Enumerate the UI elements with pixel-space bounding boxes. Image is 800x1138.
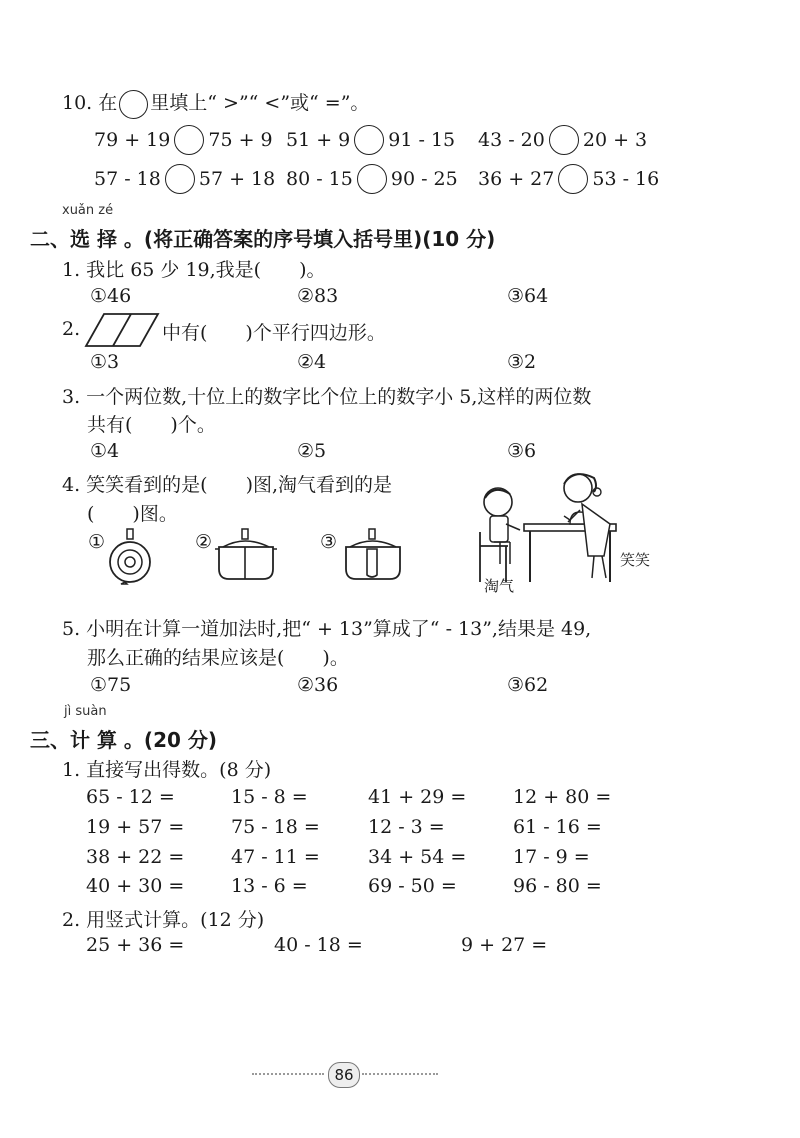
s2-q1-option-1[interactable]: ①46: [90, 285, 132, 307]
compare-circle[interactable]: [165, 164, 195, 194]
oral-calc-item: 15 - 8 =: [231, 786, 308, 808]
oral-calc-item: 41 + 29 =: [368, 786, 467, 808]
label-taoqi: 淘气: [484, 577, 515, 595]
page-number: 86: [328, 1062, 360, 1088]
compare-item: 79 + 19 75 + 9: [94, 125, 273, 155]
oral-calc-item: 69 - 50 =: [368, 875, 457, 897]
label-xiaoxiao: 笑笑: [620, 551, 651, 569]
s2-q2-suffix: 中有( )个平行四边形。: [162, 322, 386, 344]
oral-calc-item: 34 + 54 =: [368, 846, 467, 868]
oral-calc-item: 38 + 22 =: [86, 846, 185, 868]
s2-q1-option-3[interactable]: ③64: [507, 285, 549, 307]
oral-calc-item: 65 - 12 =: [86, 786, 175, 808]
s2-q5-option-2[interactable]: ②36: [297, 674, 339, 696]
s2-q3-option-3[interactable]: ③6: [507, 440, 537, 462]
compare-circle[interactable]: [549, 125, 579, 155]
s2-q3-line2: 共有( )个。: [87, 414, 216, 436]
s2-q5-line1: 5. 小明在计算一道加法时,把“ + 13”算成了“ - 13”,结果是 49,: [62, 618, 592, 640]
oral-calc-item: 75 - 18 =: [231, 816, 320, 838]
s2-q4-option-1[interactable]: ①: [88, 531, 106, 553]
compare-circle[interactable]: [357, 164, 387, 194]
compare-item: 80 - 15 90 - 25: [286, 164, 458, 194]
oral-calc-item: 96 - 80 =: [513, 875, 602, 897]
vertical-calc-item: 9 + 27 =: [461, 934, 548, 956]
compare-item: 51 + 9 91 - 15: [286, 125, 455, 155]
s2-q1-text: 1. 我比 65 少 19,我是( )。: [62, 259, 326, 281]
compare-circle[interactable]: [558, 164, 588, 194]
teapot-front-view-icon: [340, 527, 406, 583]
oral-calc-item: 12 - 3 =: [368, 816, 445, 838]
s2-q4-option-3[interactable]: ③: [320, 531, 338, 553]
s2-q2-option-1[interactable]: ①3: [90, 351, 120, 373]
s2-q2-option-2[interactable]: ②4: [297, 351, 327, 373]
s2-q4-line2: ( )图。: [87, 503, 178, 525]
s2-q5-option-1[interactable]: ①75: [90, 674, 132, 696]
teapot-side-view-icon: [213, 527, 279, 583]
s2-q5-line2: 那么正确的结果应该是( )。: [87, 647, 349, 669]
s2-q3-line1: 3. 一个两位数,十位上的数字比个位上的数字小 5,这样的两位数: [62, 386, 592, 408]
s2-q3-option-1[interactable]: ①4: [90, 440, 120, 462]
footer-dots-right: [362, 1073, 438, 1075]
compare-circle[interactable]: [354, 125, 384, 155]
oral-calc-item: 19 + 57 =: [86, 816, 185, 838]
s2-q4-line1: 4. 笑笑看到的是( )图,淘气看到的是: [62, 474, 393, 496]
oral-calc-item: 47 - 11 =: [231, 846, 320, 868]
compare-item: 43 - 20 20 + 3: [478, 125, 647, 155]
s2-q2-prefix: 2.: [62, 318, 81, 340]
teapot-top-view-icon: [105, 527, 157, 585]
vertical-calc-item: 25 + 36 =: [86, 934, 185, 956]
vertical-calc-item: 40 - 18 =: [274, 934, 363, 956]
parallelogram-figure-icon: [84, 312, 160, 348]
section2-pinyin: xuǎn zé: [62, 203, 114, 218]
s2-q1-option-2[interactable]: ②83: [297, 285, 339, 307]
oral-calc-item: 17 - 9 =: [513, 846, 590, 868]
s3-q2-title: 2. 用竖式计算。(12 分): [62, 909, 265, 931]
oral-calc-item: 40 + 30 =: [86, 875, 185, 897]
s2-q4-option-2[interactable]: ②: [195, 531, 213, 553]
compare-item: 57 - 18 57 + 18: [94, 164, 275, 194]
compare-item: 36 + 27 53 - 16: [478, 164, 659, 194]
section3-pinyin: jì suàn: [64, 704, 107, 719]
answer-circle-icon: [119, 90, 148, 119]
section2-title: 二、选 择 。(将正确答案的序号填入括号里)(10 分): [30, 227, 496, 251]
oral-calc-item: 12 + 80 =: [513, 786, 612, 808]
oral-calc-item: 13 - 6 =: [231, 875, 308, 897]
s3-q1-title: 1. 直接写出得数。(8 分): [62, 759, 272, 781]
s2-q5-option-3[interactable]: ③62: [507, 674, 549, 696]
s2-q2-option-3[interactable]: ③2: [507, 351, 537, 373]
footer-dots-left: [252, 1073, 324, 1075]
q10-instruction: 10. 在 里填上“ >”“ <”或“ =”。: [62, 88, 369, 119]
section3-title: 三、计 算 。(20 分): [30, 728, 218, 752]
s2-q3-option-2[interactable]: ②5: [297, 440, 327, 462]
oral-calc-item: 61 - 16 =: [513, 816, 602, 838]
compare-circle[interactable]: [174, 125, 204, 155]
